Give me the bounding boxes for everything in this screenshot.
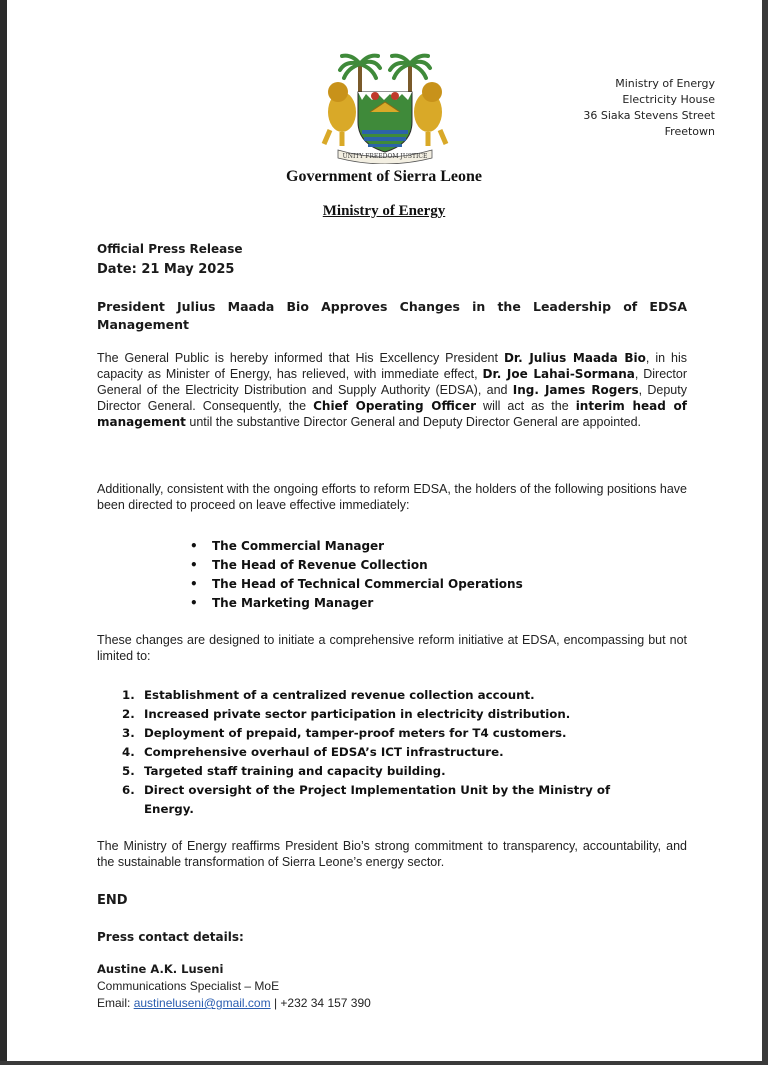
ministry-title: Ministry of Energy <box>322 203 446 219</box>
list-item-text: The Commercial Manager <box>212 539 385 553</box>
motto-scroll <box>338 150 432 164</box>
contact-phone: | +232 34 157 390 <box>270 996 371 1010</box>
bullet-dot: • <box>190 596 198 610</box>
contact-heading: Press contact details: <box>97 930 244 944</box>
list-number: 6. <box>122 783 135 797</box>
text-run: , Deputy Director General. Consequently, the <box>97 383 687 413</box>
press-release-label: Official Press Release <box>97 242 243 256</box>
headline: President Julius Maada Bio Approves Changes in the Leadership of EDSA Management <box>97 299 687 332</box>
motto-text: UNITY FREEDOM JUSTICE <box>342 153 428 160</box>
list-number: 4. <box>122 745 135 759</box>
paragraph-reform-intro: These changes are designed to initiate a comprehensive reform initiative at EDSA, encompassing but not limited to: <box>97 633 687 663</box>
paragraph-leave: Additionally, consistent with the ongoing efforts to reform EDSA, the holders of the following positions have been directed to proceed on leave effective immediately: <box>97 482 687 512</box>
list-item-text: Direct oversight of the Project Implementation Unit by the Ministry of Energy. <box>144 783 611 816</box>
bold-run: Dr. Julius Maada Bio <box>503 351 646 365</box>
list-item <box>122 724 642 743</box>
text-run: The General Public is hereby informed that His Excellency President <box>97 351 504 365</box>
list-item-text: The Head of Revenue Collection <box>212 558 428 572</box>
list-item-text: Comprehensive overhaul of EDSA’s ICT infrastructure. <box>144 745 504 759</box>
text-run: , in his capacity as Minister of Energy, has relieved, with immediate effect, <box>97 351 687 381</box>
address-line: Electricity House <box>622 93 715 106</box>
list-item-text: Targeted staff training and capacity building. <box>144 764 446 778</box>
contact-email-line <box>97 996 687 1010</box>
page-edge-bottom <box>0 1061 768 1065</box>
coat-of-arms-emblem <box>318 52 452 164</box>
bold-run: interim head of management <box>97 399 688 429</box>
text-run: , Director General of the Electricity Distribution and Supply Authority (EDSA), and <box>97 367 687 397</box>
address-line: Freetown <box>664 125 715 138</box>
list-item <box>122 743 642 762</box>
bold-run: Chief Operating Officer <box>313 399 477 413</box>
list-number: 2. <box>122 707 135 721</box>
shield <box>358 92 412 152</box>
paragraph-announcement <box>97 350 687 430</box>
contact-role: Communications Specialist – MoE <box>97 979 280 993</box>
list-number: 1. <box>122 688 135 702</box>
positions-list <box>190 537 523 613</box>
address-line: 36 Siaka Stevens Street <box>583 109 715 122</box>
email-link[interactable]: austineluseni@gmail.com <box>133 996 271 1010</box>
bold-run: Ing. James Rogers <box>512 383 639 397</box>
lion-right <box>414 82 446 146</box>
bullet-dot: • <box>190 577 198 591</box>
list-item <box>122 762 642 781</box>
contact-name: Austine A.K. Luseni <box>97 962 224 976</box>
list-number: 3. <box>122 726 135 740</box>
ministry-address <box>583 76 715 140</box>
bullet-dot: • <box>190 558 198 572</box>
list-item <box>190 575 523 594</box>
list-item <box>190 594 523 613</box>
list-item-text: Deployment of prepaid, tamper-proof meters for T4 customers. <box>144 726 567 740</box>
bold-run: Dr. Joe Lahai-Sormana <box>482 367 635 381</box>
government-title: Government of Sierra Leone <box>286 168 482 185</box>
list-item <box>190 537 523 556</box>
text-run: until the substantive Director General and Deputy Director General are appointed. <box>185 415 642 429</box>
end-marker: END <box>97 893 128 908</box>
list-item-text: The Marketing Manager <box>212 596 374 610</box>
list-item <box>122 705 642 724</box>
press-release-date: Date: 21 May 2025 <box>97 262 235 277</box>
list-item <box>122 781 642 819</box>
bullet-dot: • <box>190 539 198 553</box>
list-number: 5. <box>122 764 135 778</box>
email-label: Email: <box>97 996 134 1010</box>
list-item <box>190 556 523 575</box>
address-line: Ministry of Energy <box>615 77 715 90</box>
list-item <box>122 686 642 705</box>
list-item-text: Establishment of a centralized revenue collection account. <box>144 688 535 702</box>
list-item-text: The Head of Technical Commercial Operations <box>212 577 523 591</box>
page-edge-right <box>762 0 768 1065</box>
list-item-text: Increased private sector participation in electricity distribution. <box>144 707 571 721</box>
reforms-list <box>122 686 642 819</box>
text-run: will act as the <box>476 399 576 413</box>
paragraph-commitment: The Ministry of Energy reaffirms President Bio’s strong commitment to transparency, accountability, and the sustainable transformation of Sierra Leone’s energy sector. <box>97 839 687 869</box>
lion-left <box>324 82 356 146</box>
page-edge-left <box>0 0 7 1065</box>
